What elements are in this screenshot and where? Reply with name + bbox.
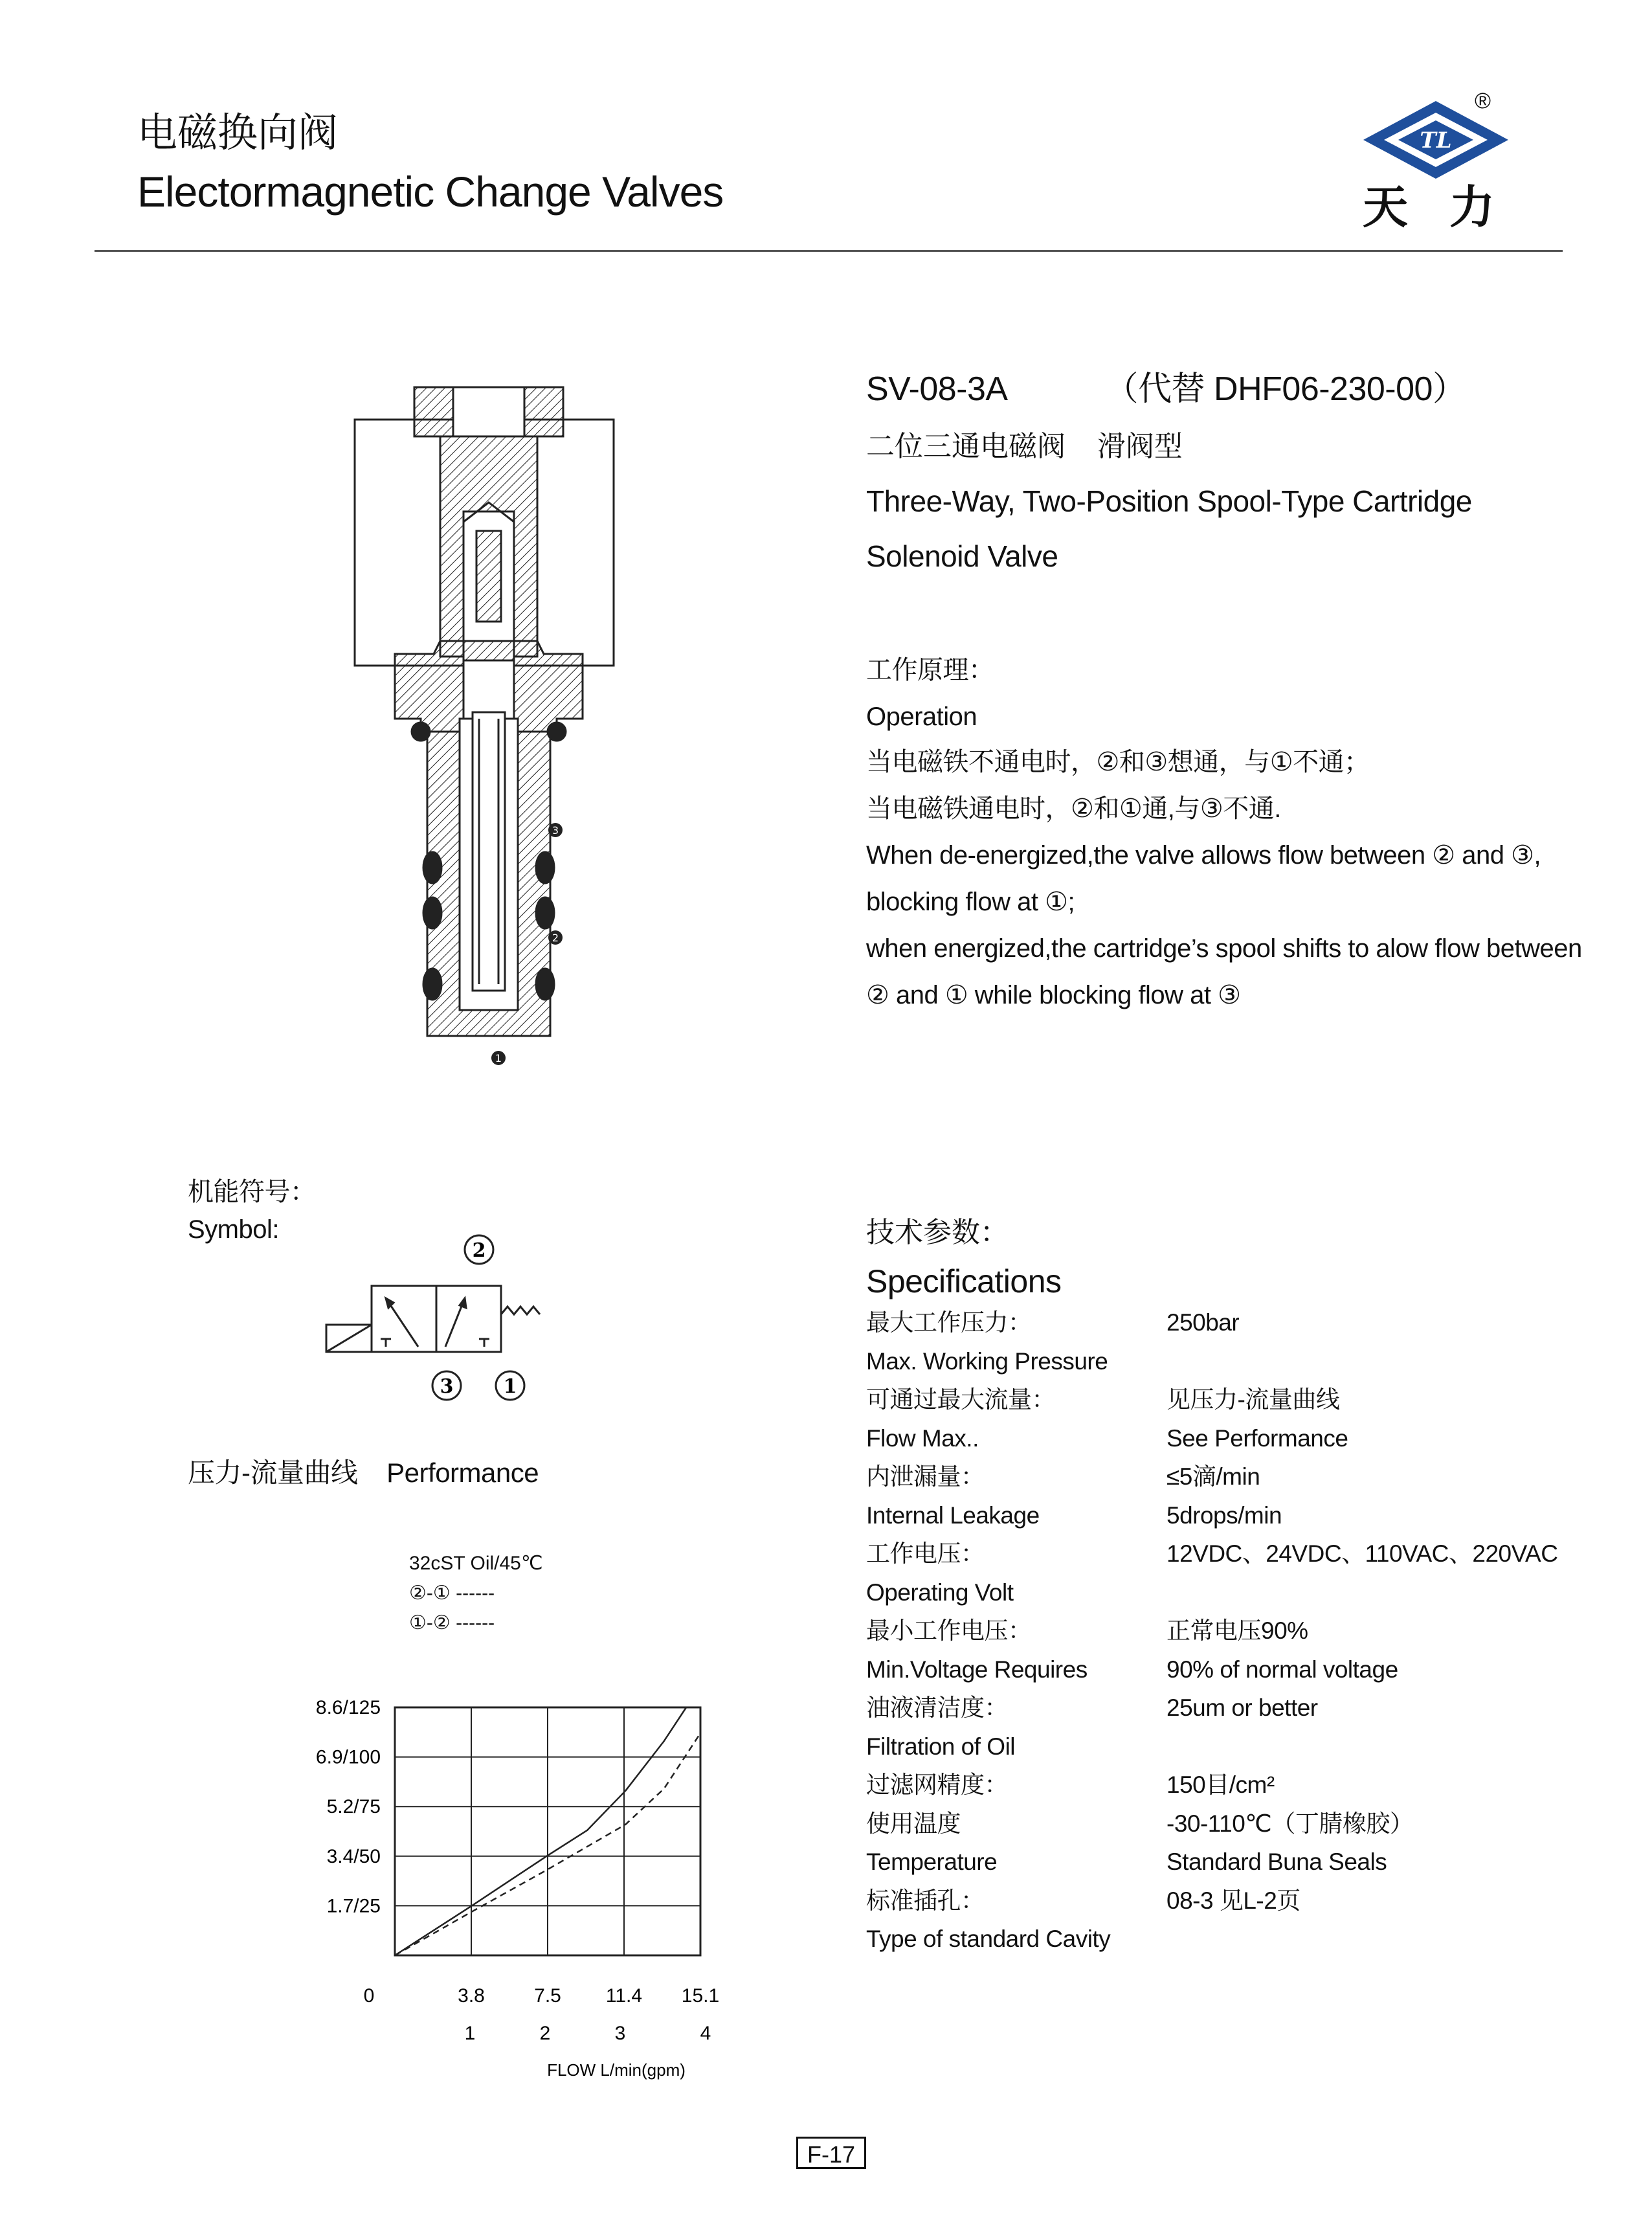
x-tick-label-gpm: 4 [700, 2023, 711, 2044]
spec-value: 见压力-流量曲线 [1166, 1386, 1340, 1413]
spec-value: ≤5滴/min [1166, 1463, 1260, 1490]
performance-chart [298, 1696, 751, 2085]
y-tick-label: 5.2/75 [326, 1796, 381, 1818]
page-number: F-17 [796, 2137, 866, 2169]
symbol-port-3: 3 [440, 1375, 454, 1398]
operation-line: ② and ① while blocking flow at ③ [866, 981, 1241, 1009]
spec-value: 90% of normal voltage [1166, 1656, 1398, 1683]
spec-value: 12VDC、24VDC、110VAC、220VAC [1166, 1540, 1558, 1567]
spec-value: 150目/cm² [1166, 1771, 1275, 1798]
chart-condition: 32cST Oil/45℃ [409, 1553, 543, 1574]
model-number: SV-08-3A （代替 DHF06-230-00） [866, 370, 1466, 408]
spec-label: Type of standard Cavity [866, 1926, 1111, 1952]
page-title-en: Electormagnetic Change Valves [137, 168, 724, 216]
spec-value: 25um or better [1166, 1694, 1318, 1721]
x-tick-label-gpm: 2 [539, 2023, 551, 2044]
operation-line: when energized,the cartridge’s spool shifts to alow flow between [866, 934, 1582, 963]
spec-label: Operating Volt [866, 1579, 1014, 1606]
section-port-3: 3 [552, 824, 559, 837]
valve-section-drawing [350, 382, 621, 1068]
y-tick-label: 1.7/25 [326, 1895, 381, 1917]
x-tick-label: 15.1 [681, 1985, 720, 2007]
spec-value: -30-110℃（丁腈橡胶） [1166, 1810, 1414, 1837]
page-title-cn: 电磁换向阀 [137, 111, 339, 155]
operation-line: blocking flow at ①; [866, 888, 1075, 916]
y-tick-label: 3.4/50 [326, 1845, 381, 1867]
x-tick-label-gpm: 1 [464, 2023, 476, 2044]
x-tick-label: 11.4 [605, 1985, 643, 2007]
symbol-heading-cn: 机能符号： [188, 1178, 316, 1206]
x-tick-label: 0 [363, 1985, 375, 2007]
y-tick-label: 8.6/125 [315, 1697, 381, 1718]
spec-value: Standard Buna Seals [1166, 1849, 1387, 1875]
spec-label: Temperature [866, 1849, 998, 1875]
section-port-2: 2 [552, 932, 559, 944]
x-tick-label: 7.5 [534, 1985, 561, 2007]
x-tick-label: 3.8 [458, 1985, 485, 2007]
spec-label: Internal Leakage [866, 1502, 1040, 1529]
spec-label: 内泄漏量： [866, 1463, 985, 1490]
spec-label: 标准插孔： [866, 1887, 985, 1914]
spec-label: Min.Voltage Requires [866, 1656, 1088, 1683]
spec-label: 最大工作压力： [866, 1309, 1032, 1336]
x-axis-label: FLOW L/min(gpm) [547, 2060, 686, 2080]
spec-label: 过滤网精度： [866, 1771, 1008, 1798]
product-name-en-1: Three-Way, Two-Position Spool-Type Cartridge [866, 484, 1472, 518]
spec-label: 可通过最大流量： [866, 1386, 1055, 1413]
spec-value: 5drops/min [1166, 1502, 1282, 1529]
performance-heading: 压力-流量曲线 Performance [188, 1457, 539, 1488]
spec-value: See Performance [1166, 1425, 1348, 1452]
header-divider [95, 250, 1563, 252]
spec-value: 08-3 见L-2页 [1166, 1887, 1300, 1914]
product-name-cn: 二位三通电磁阀 滑阀型 [866, 431, 1183, 462]
spec-label: 使用温度 [866, 1810, 961, 1837]
spec-value: 250bar [1166, 1309, 1240, 1336]
spec-label: 油液清洁度： [866, 1694, 1008, 1721]
product-name-en-2: Solenoid Valve [866, 539, 1058, 573]
symbol-heading-en: Symbol: [188, 1215, 279, 1244]
specs-heading-cn: 技术参数： [866, 1217, 1009, 1248]
operation-heading-cn: 工作原理： [866, 656, 994, 684]
section-port-1: 1 [495, 1052, 502, 1064]
y-tick-label: 6.9/100 [315, 1746, 381, 1768]
spec-label: Filtration of Oil [866, 1733, 1016, 1760]
operation-heading-en: Operation [866, 703, 977, 731]
legend-entry-2: ①-② ------ [409, 1612, 495, 1634]
spec-label: 最小工作电压： [866, 1617, 1032, 1644]
logo-mark: TL [1420, 128, 1452, 153]
symbol-port-1: 1 [503, 1375, 517, 1398]
valve-symbol-icon [324, 1230, 570, 1399]
symbol-port-2: 2 [472, 1239, 486, 1262]
operation-line: 当电磁铁不通电时，②和③想通，与①不通； [866, 748, 1370, 776]
operation-line: 当电磁铁通电时，②和①通,与③不通. [866, 794, 1281, 823]
spec-label: Flow Max.. [866, 1425, 979, 1452]
spec-label: 工作电压： [866, 1540, 985, 1567]
operation-line: When de-energized,the valve allows flow between ② and ③, [866, 841, 1541, 870]
spec-value: 正常电压90% [1166, 1617, 1308, 1644]
spec-label: Max. Working Pressure [866, 1348, 1108, 1375]
registered-mark: ® [1475, 89, 1491, 113]
brand-name: 天力 [1363, 180, 1536, 234]
legend-entry-1: ②-① ------ [409, 1582, 495, 1604]
specs-heading-en: Specifications [866, 1263, 1062, 1299]
x-tick-label-gpm: 3 [614, 2023, 626, 2044]
series-line-1 [395, 1707, 686, 1955]
